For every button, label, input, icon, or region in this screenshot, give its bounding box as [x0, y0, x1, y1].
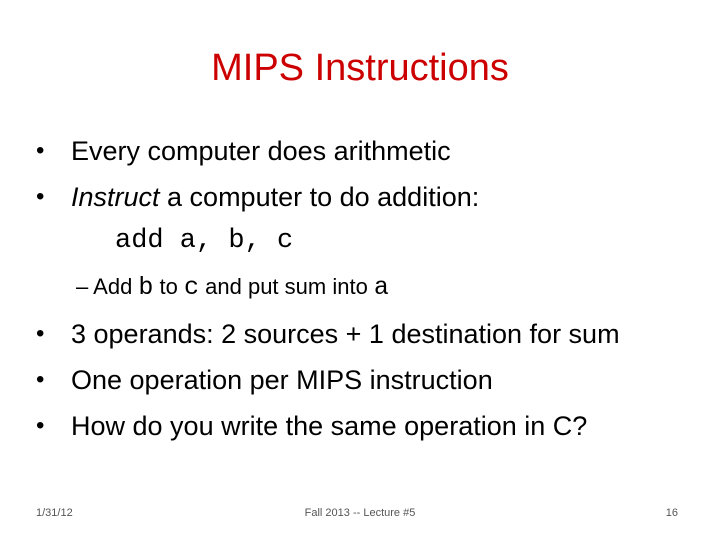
- bullet-text: One operation per MIPS instruction: [71, 365, 493, 395]
- bullet-marker: •: [36, 183, 45, 210]
- bullet-text-composite: [71, 180, 479, 214]
- sub-bullet-text: to: [153, 274, 185, 299]
- code-operand-c: c: [184, 273, 200, 302]
- bullet-marker: •: [36, 412, 45, 439]
- bullet-text: a computer to do addition:: [159, 182, 480, 212]
- footer-page-number: 16: [665, 507, 678, 519]
- code-operand-b: b: [138, 273, 154, 302]
- bullet-marker: •: [36, 366, 45, 393]
- bullet-text: How do you write the same operation in C?: [71, 411, 588, 441]
- sub-bullet-dash: –: [76, 274, 89, 299]
- code-operand-a: a: [373, 273, 389, 302]
- bullet-marker: •: [36, 320, 45, 347]
- bullet-text: Every computer does arithmetic: [71, 136, 451, 166]
- sub-bullet: [76, 271, 389, 304]
- footer-course: Fall 2013 -- Lecture #5: [304, 507, 416, 519]
- slide-title: MIPS Instructions: [211, 47, 509, 89]
- sub-bullet-text: and put sum into: [199, 274, 374, 299]
- bullet-marker: •: [36, 137, 45, 164]
- emphasis-text: Instruct: [71, 182, 160, 212]
- code-example: add a, b, c: [115, 226, 294, 256]
- footer-date: 1/31/12: [36, 507, 73, 519]
- bullet-text: 3 operands: 2 sources + 1 destination for sum: [71, 319, 620, 349]
- sub-bullet-text: Add: [93, 274, 139, 299]
